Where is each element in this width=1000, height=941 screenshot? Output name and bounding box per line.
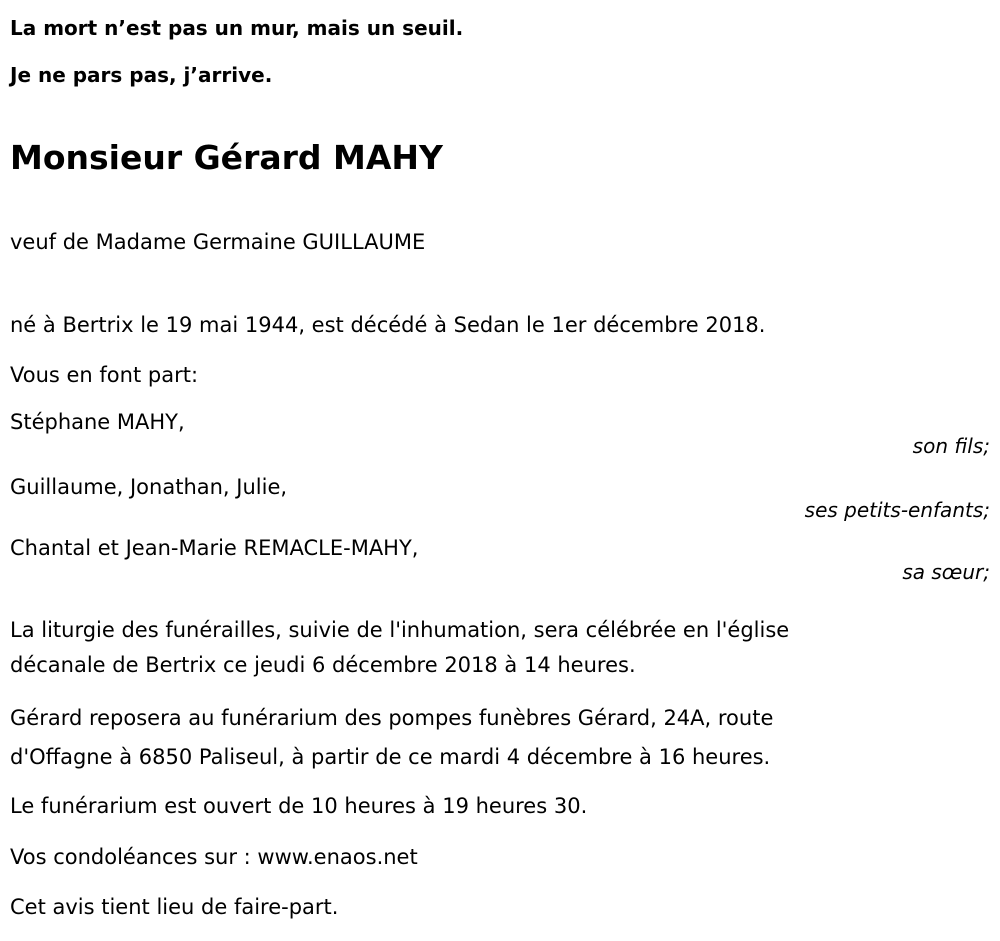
hours-line: Le funérarium est ouvert de 10 heures à 19 heures 30. <box>10 794 588 818</box>
condolences-line: Vos condoléances sur : www.enaos.net <box>10 845 418 869</box>
rest-line: Gérard reposera au funérarium des pompes funèbres Gérard, 24A, route <box>10 706 774 730</box>
birth-death-line: né à Bertrix le 19 mai 1944, est décédé à Sedan le 1er décembre 2018. <box>10 313 766 337</box>
quote-line: La mort n’est pas un mur, mais un seuil. <box>10 16 464 40</box>
liturgy-line: La liturgie des funérailles, suivie de l'inhumation, sera célébrée en l'église <box>10 618 790 642</box>
family-relation: son fils; <box>912 434 990 458</box>
quote-line: Je ne pars pas, j’arrive. <box>10 63 273 87</box>
deceased-name-title: Monsieur Gérard MAHY <box>10 138 443 177</box>
spouse-line: veuf de Madame Germaine GUILLAUME <box>10 230 426 254</box>
rest-line: d'Offagne à 6850 Paliseul, à partir de ce mardi 4 décembre à 16 heures. <box>10 745 771 769</box>
family-relation: ses petits-enfants; <box>804 498 990 522</box>
family-relation: sa sœur; <box>902 560 990 584</box>
notice-line: Cet avis tient lieu de faire-part. <box>10 895 339 919</box>
family-names: Guillaume, Jonathan, Julie, <box>10 475 288 499</box>
announce-line: Vous en font part: <box>10 363 199 387</box>
liturgy-line: décanale de Bertrix ce jeudi 6 décembre 2018 à 14 heures. <box>10 653 636 677</box>
family-names: Chantal et Jean-Marie REMACLE-MAHY, <box>10 536 419 560</box>
family-names: Stéphane MAHY, <box>10 410 185 434</box>
